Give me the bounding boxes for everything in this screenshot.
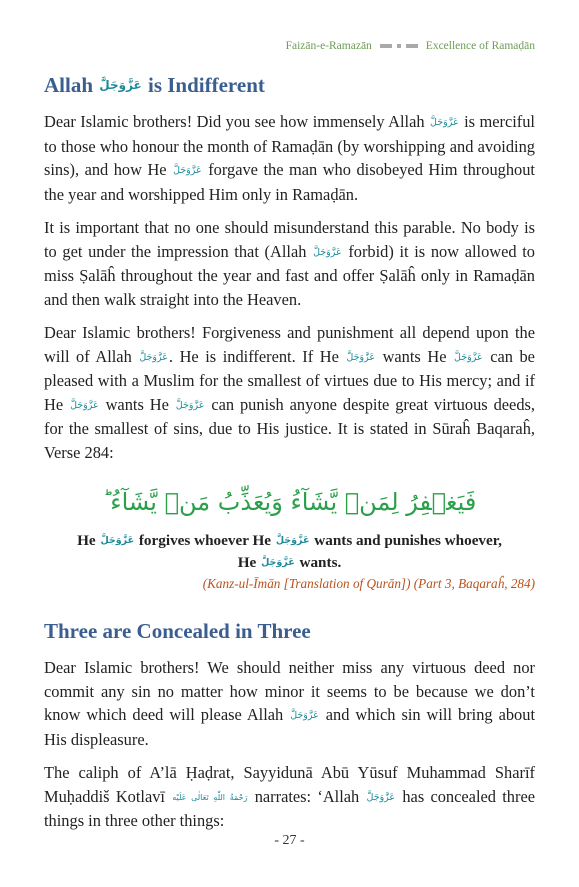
paragraph: Dear Islamic brothers! Did you see how immensely Allah عَزَّوَجَلَّ is merciful to those who honour the month of Ramaḍān (by worshipping and avoiding sins), and how He عَزَّوَجَلَّ forgave the man who disobeyed Him throughout the year and worshipped Him only in Ramaḍān. (44, 112, 535, 204)
section-heading-allah-indifferent: Allah عَزَّوَجَلَّ is Indifferent (44, 73, 265, 97)
header-separator (380, 44, 418, 48)
header-chapter-title: Excellence of Ramaḍān (425, 40, 535, 52)
honorific-glyph: عَزَّوَجَلَّ (346, 351, 375, 363)
paragraph: The caliph of A’lā Ḥaḍrat, Sayyidunā Abū Yūsuf Muhammad Sharīf Muḥaddiš Kotlavī رَحْمَةُ اللّٰهِ تَعَالٰی عَلَيْه narrates: ‘Allah عَزَّوَجَلَّ has concealed three things in three other things: (44, 763, 535, 830)
page-content (44, 72, 535, 843)
honorific-scholar-glyph: رَحْمَةُ اللّٰهِ تَعَالٰی عَلَيْه (172, 792, 248, 802)
honorific-glyph: عَزَّوَجَلَّ (366, 791, 396, 803)
paragraph: Dear Islamic brothers! Forgiveness and punishment all depend upon the will of Allah عَزَّوَجَلَّ. He is indifferent. If He عَزَّوَجَلَّ wants He عَزَّوَجَلَّ can be pleased with a Muslim for the smallest of virtues due to His mercy; and if He عَزَّوَجَلَّ wants He عَزَّوَجَلَّ can punish anyone despite great virtuous deeds, for the smallest of sins, due to His justice. It is stated in Sūraĥ Baqaraĥ, Verse 284: (44, 323, 535, 462)
honorific-glyph: عَزَّوَجَلَّ (99, 78, 142, 92)
paragraph: Dear Islamic brothers! We should neither miss any virtuous deed nor commit any sin no matter how minor it seems to be because we don’t know which deed will please Allah عَزَّوَجَلَّ and which sin will bring about His displeasure. (44, 658, 535, 749)
honorific-glyph: عَزَّوَجَلَّ (261, 557, 295, 568)
honorific-glyph: عَزَّوَجَلَّ (175, 399, 205, 411)
quran-verse-arabic: فَيَغۡفِرُ لِمَنۡ يَّشَآءُ وَيُعَذِّبُ مَنۡ يَّشَآءُ ؕ (102, 488, 477, 516)
honorific-glyph: عَزَّوَجَلَّ (430, 117, 459, 128)
verse-citation: (Kanz-ul-Īmān [Translation of Qurān]) (Part 3, Baqaraĥ, 284) (202, 576, 535, 591)
header-book-title: Faizān-e-Ramazān (285, 40, 372, 52)
honorific-glyph: عَزَّوَجَلَّ (70, 399, 99, 411)
verse-translation: He عَزَّوَجَلَّ forgives whoever He عَزَّوَجَلَّ wants and punishes whoever, He عَزَّوَجَلَّ wants. (77, 532, 502, 571)
paragraph: It is important that no one should misunderstand this parable. No body is to get under the impression that (Allah عَزَّوَجَلَّ forbid) it is now allowed to miss Ṣalāĥ throughout the year and fast and offer Ṣalāĥ only in Ramaḍān and then walk straight into the Heaven. (44, 218, 535, 309)
page-number: - 27 - (274, 833, 305, 848)
honorific-glyph: عَزَّوَجَلَّ (139, 351, 168, 363)
honorific-glyph: عَزَّوَجَلَّ (290, 710, 319, 721)
honorific-glyph: عَزَّوَجَلَّ (275, 535, 310, 546)
honorific-glyph: عَزَّوَجَلَّ (173, 165, 202, 176)
running-header (286, 40, 535, 52)
section-heading-three-concealed: Three are Concealed in Three (44, 619, 311, 643)
honorific-glyph: عَزَّوَجَلَّ (454, 351, 483, 363)
honorific-glyph: عَزَّوَجَلَّ (100, 535, 135, 546)
honorific-glyph: عَزَّوَجَلَّ (313, 246, 342, 258)
